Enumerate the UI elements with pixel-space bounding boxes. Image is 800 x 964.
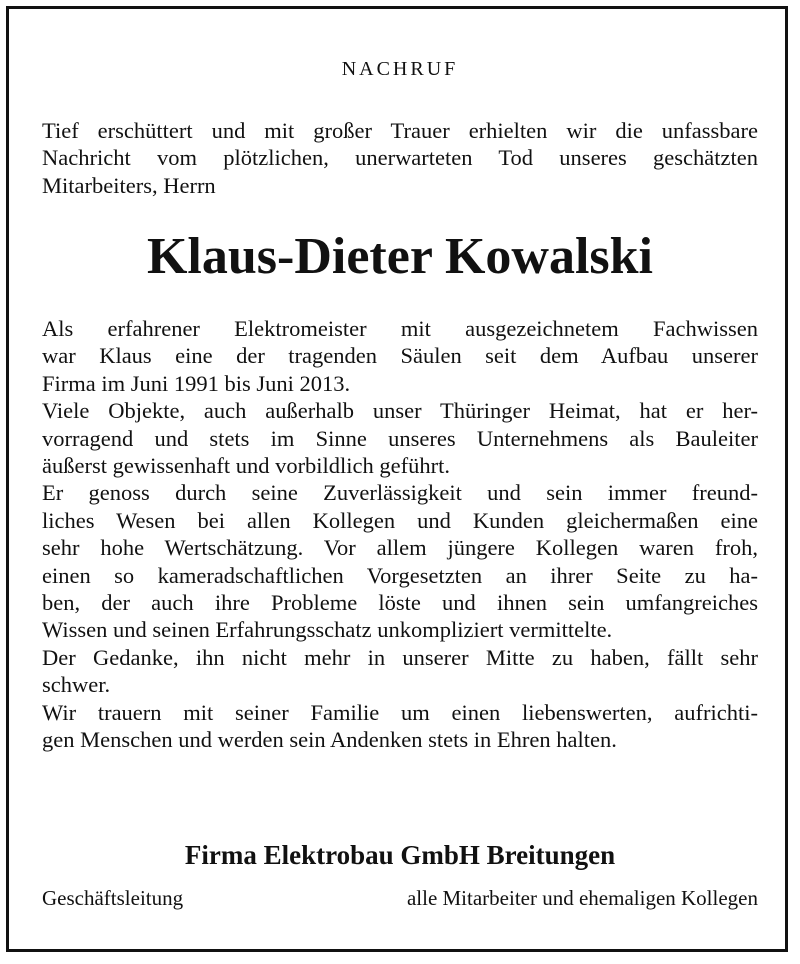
company-name: Firma Elektrobau GmbH Breitungen (184, 840, 616, 870)
body-line: schwer. (42, 672, 111, 698)
body-paragraph (42, 315, 758, 754)
body-line: Der Gedanke, ihn nicht mehr in unserer Mitte zu haben, fällt sehr (42, 644, 758, 670)
body-line: vorragend und stets im Sinne unseres Unternehmens als Bauleiter (42, 425, 758, 451)
body-line: einen so kameradschaftlichen Vorgesetzten an ihrer Seite zu ha- (42, 562, 758, 588)
body-line: Viele Objekte, auch außerhalb unser Thüringer Heimat, hat er her- (42, 398, 758, 424)
body-line: gen Menschen und werden sein Andenken stets in Ehren halten. (42, 727, 617, 753)
intro-line: Tief erschüttert und mit großer Trauer erhielten wir die unfassbare (42, 118, 758, 143)
body-line: Wissen und seinen Erfahrungsschatz unkompliziert vermittelte. (42, 617, 613, 643)
body-line: Wir trauern mit seiner Familie um einen liebenswerten, aufrichti- (42, 699, 758, 725)
intro-paragraph (42, 117, 758, 199)
signature-management: Geschäftsleitung (42, 886, 184, 910)
deceased-name: Klaus-Dieter Kowalski (146, 228, 654, 285)
body-line: war Klaus eine der tragenden Säulen seit dem Aufbau unserer (42, 343, 758, 369)
body-line: Firma im Juni 1991 bis Juni 2013. (42, 370, 351, 396)
intro-line: Mitarbeiters, Herrn (42, 172, 216, 198)
intro-line: Nachricht vom plötzlichen, unerwarteten Tod unseres geschätzten (42, 145, 758, 171)
notice-heading: NACHRUF (341, 58, 459, 80)
body-line: äußerst gewissenhaft und vorbildlich geführt. (42, 453, 451, 479)
signature-colleagues: alle Mitarbeiter und ehemaligen Kollegen (406, 886, 758, 910)
body-line: ben, der auch ihre Probleme löste und ihnen sein umfangreiches (42, 590, 758, 616)
body-line: Als erfahrener Elektromeister mit ausgezeichnetem Fachwissen (42, 316, 758, 341)
body-line: Er genoss durch seine Zuverlässigkeit und sein immer freund- (42, 480, 758, 506)
body-line: sehr hohe Wertschätzung. Vor allem jüngere Kollegen waren froh, (42, 535, 758, 561)
body-line: liches Wesen bei allen Kollegen und Kunden gleichermaßen eine (42, 507, 758, 533)
